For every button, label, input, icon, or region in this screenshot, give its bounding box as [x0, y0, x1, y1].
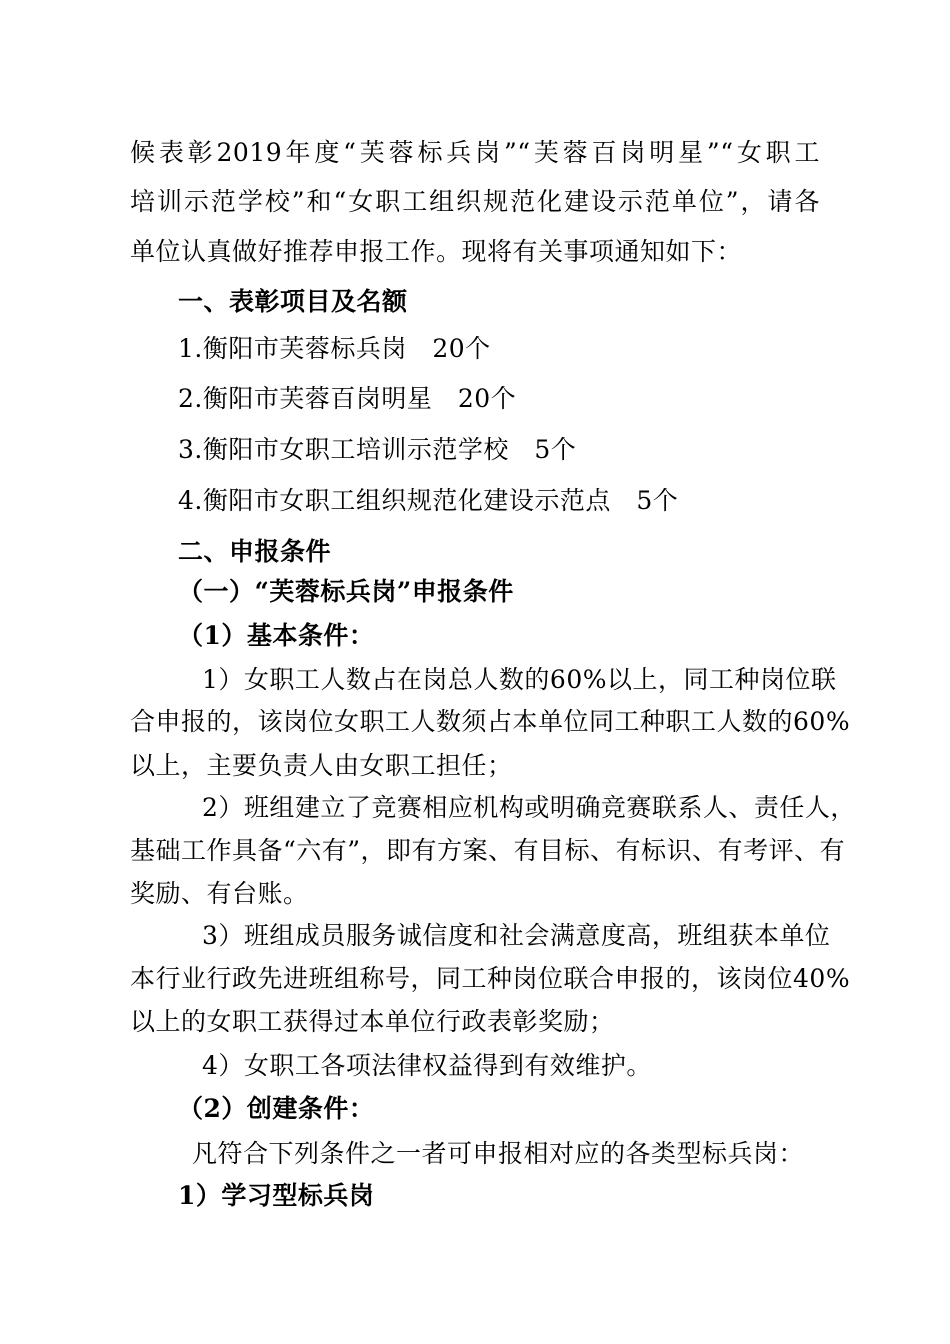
section2-subheading-1: （一）“芙蓉标兵岗”申报条件 [178, 577, 514, 606]
section1-item-1: 1.衡阳市芙蓉标兵岗 20个 [178, 334, 491, 363]
create-conditions-title: （2）创建条件： [178, 1094, 375, 1123]
section1-item-4: 4.衡阳市女职工组织规范化建设示范点 5个 [178, 486, 679, 515]
basic-p4-line-1: 4）女职工各项法律权益得到有效维护。 [202, 1051, 652, 1080]
create-conditions-intro: 凡符合下列条件之一者可申报相对应的各类型标兵岗： [192, 1139, 805, 1168]
section1-item-3: 3.衡阳市女职工培训示范学校 5个 [178, 435, 577, 464]
basic-p2-line-2: 基础工作具备“六有”，即有方案、有目标、有标识、有考评、有 [130, 836, 846, 865]
section1-heading: 一、表彰项目及名额 [178, 287, 408, 316]
basic-p1-line-2: 合申报的，该岗位女职工人数须占本单位同工种职工人数的60% [130, 707, 851, 736]
basic-p3-line-2: 本行业行政先进班组称号，同工种岗位联合申报的，该岗位40% [130, 964, 851, 993]
section1-item-2: 2.衡阳市芙蓉百岗明星 20个 [178, 384, 517, 413]
basic-p1-line-1: 1）女职工人数占在岗总人数的60%以上，同工种岗位联 [202, 665, 837, 694]
intro-line-1: 候表彰2019年度“芙蓉标兵岗”“芙蓉百岗明星”“女职工 [130, 138, 820, 167]
section2-heading: 二、申报条件 [178, 537, 332, 566]
basic-conditions-title: （1）基本条件： [178, 621, 375, 650]
basic-p3-line-3: 以上的女职工获得过本单位行政表彰奖励； [130, 1007, 615, 1036]
intro-line-2: 培训示范学校”和“女职工组织规范化建设示范单位”，请各 [130, 187, 820, 216]
intro-line-3: 单位认真做好推荐申报工作。现将有关事项通知如下： [130, 237, 743, 266]
basic-p3-line-1: 3）班组成员服务诚信度和社会满意度高，班组获本单位 [202, 921, 831, 950]
basic-p2-line-1: 2）班组建立了竞赛相应机构或明确竞赛联系人、责任人， [202, 793, 856, 822]
learning-type-post: 1）学习型标兵岗 [178, 1181, 375, 1210]
basic-p2-line-3: 奖励、有台账。 [130, 879, 309, 908]
basic-p1-line-3: 以上，主要负责人由女职工担任； [130, 751, 513, 780]
